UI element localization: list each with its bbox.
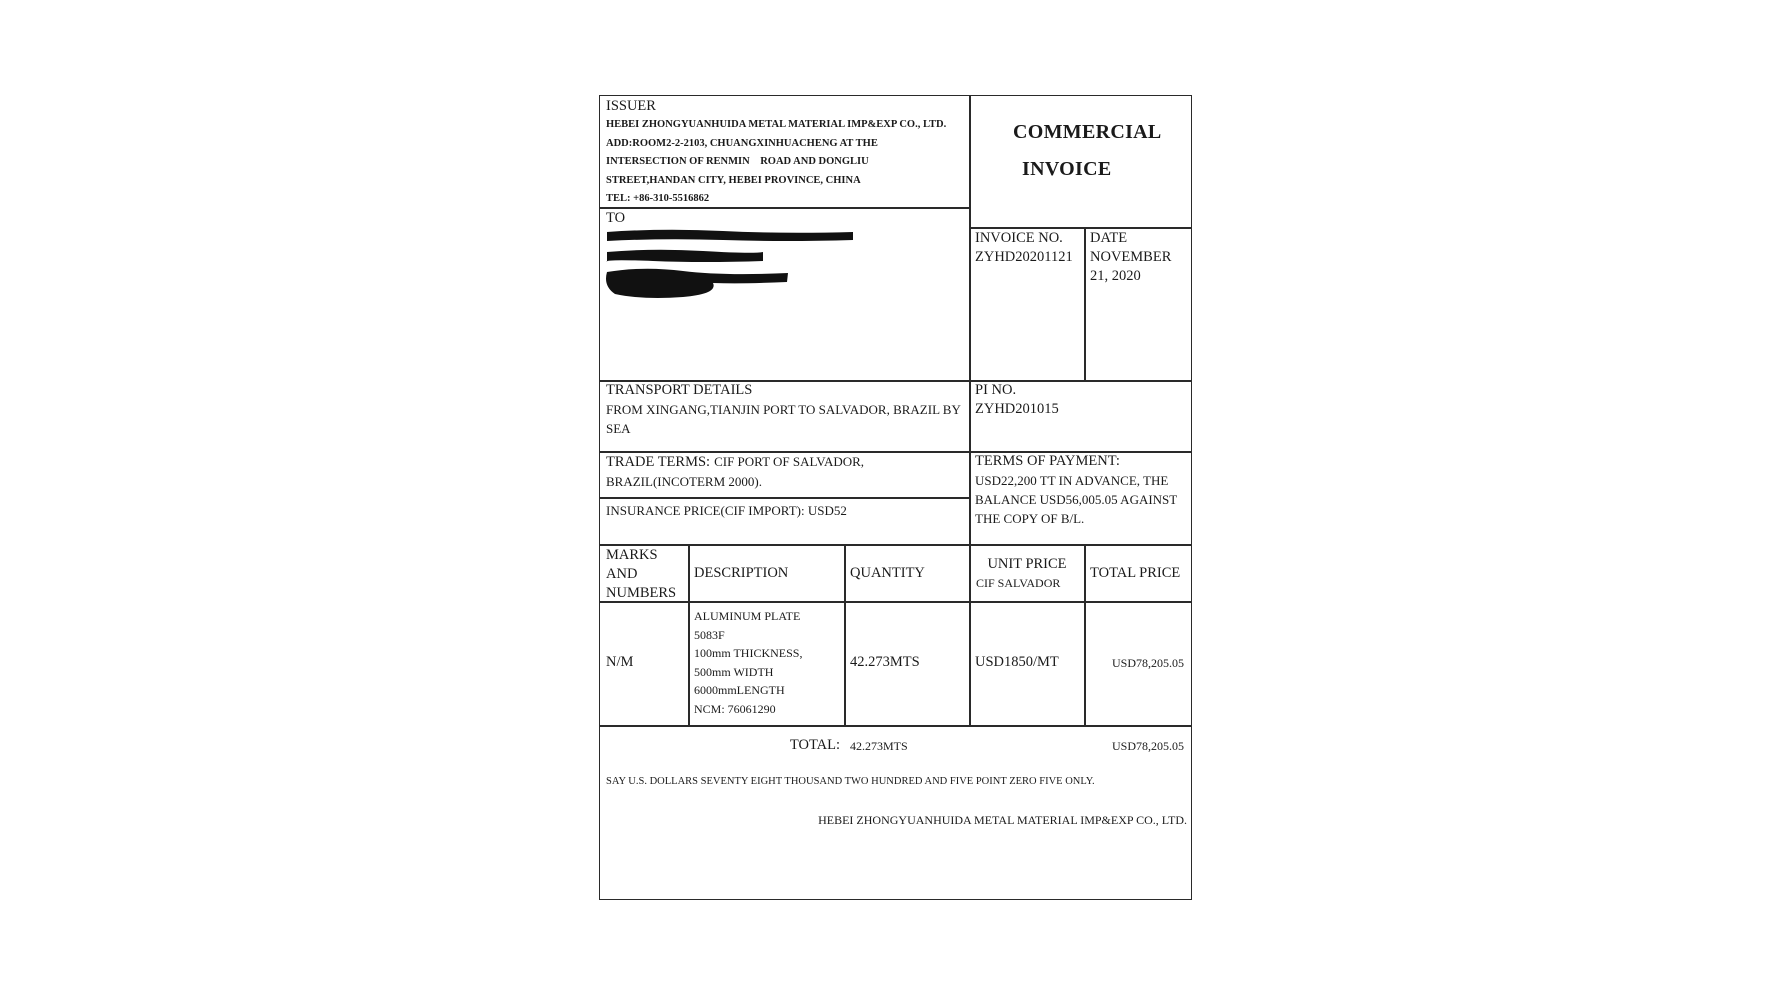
description-line: NCM: 76061290 xyxy=(694,701,776,716)
insurance-section xyxy=(606,501,966,520)
commercial-invoice-document xyxy=(599,95,1192,900)
total-label-text: TOTAL: xyxy=(789,737,840,753)
header-total-price xyxy=(1090,564,1190,583)
issuer-line: STREET,HANDAN CITY, HEBEI PROVINCE, CHINA xyxy=(606,174,861,186)
issuer-label: ISSUER xyxy=(606,98,656,114)
total-label xyxy=(740,736,840,755)
transport-section xyxy=(606,381,966,438)
header-marks-and-numbers xyxy=(606,546,686,603)
issuer-section xyxy=(606,96,966,209)
invoice-no-value: ZYHD20201121 xyxy=(975,249,1073,265)
header-description-text: DESCRIPTION xyxy=(694,565,789,581)
description-line: 6000mmLENGTH xyxy=(694,683,785,697)
total-quantity-text: 42.273MTS xyxy=(850,739,908,753)
header-total-price-text: TOTAL PRICE xyxy=(1090,565,1181,581)
amount-in-words xyxy=(606,774,1186,790)
payment-line-3: THE COPY OF B/L. xyxy=(975,511,1085,526)
transport-line-1: FROM XINGANG,TIANJIN PORT TO SALVADOR, BRAZIL BY xyxy=(606,402,961,417)
trade-terms-value-1: CIF PORT OF SALVADOR, xyxy=(714,454,865,469)
issuer-address xyxy=(606,116,966,209)
header-unit-price-text: UNIT PRICE xyxy=(987,556,1067,572)
row-marks xyxy=(606,653,686,672)
issuer-line: TEL: +86-310-5516862 xyxy=(606,193,710,204)
header-quantity xyxy=(850,564,968,583)
divider-col-unit-price xyxy=(1084,544,1086,725)
header-description xyxy=(694,564,842,583)
issuer-line: INTERSECTION OF RENMIN ROAD AND DONGLIU xyxy=(606,156,869,167)
invoice-no-section xyxy=(975,229,1083,267)
trade-terms-value-2: BRAZIL(INCOTERM 2000). xyxy=(606,474,762,489)
to-label: TO xyxy=(606,210,626,226)
pi-section xyxy=(975,381,1185,419)
invoice-title-line-2: INVOICE xyxy=(1022,158,1112,180)
date-value-line-2: 21, 2020 xyxy=(1090,268,1141,284)
description-line: 100mm THICKNESS, xyxy=(694,646,803,660)
divider-trade-insurance xyxy=(600,497,969,499)
payment-section xyxy=(975,452,1187,528)
header-marks-line-2: AND xyxy=(606,566,638,582)
header-marks-line-3: NUMBERS xyxy=(606,585,677,601)
divider-invoice-date xyxy=(1084,227,1086,380)
row-total-price-text: USD78,205.05 xyxy=(1111,656,1184,670)
divider-table-bottom xyxy=(600,725,1191,727)
payment-line-1: USD22,200 TT IN ADVANCE, THE xyxy=(975,473,1169,488)
pi-value: ZYHD201015 xyxy=(975,401,1059,417)
row-unit-price xyxy=(975,653,1083,672)
divider-col-marks xyxy=(688,544,690,725)
description-line: 500mm WIDTH xyxy=(694,664,774,679)
description-line: ALUMINUM PLATE xyxy=(694,609,801,623)
row-total-price xyxy=(1086,654,1184,673)
description-line: 5083F xyxy=(694,627,725,642)
trade-terms-section xyxy=(606,452,966,491)
amount-in-words-text: SAY U.S. DOLLARS SEVENTY EIGHT THOUSAND TWO HUNDRED AND FIVE POINT ZERO FIVE ONLY. xyxy=(606,776,1095,787)
header-quantity-text: QUANTITY xyxy=(850,565,925,581)
divider-col-description xyxy=(844,544,846,725)
row-quantity xyxy=(850,653,968,672)
total-amount xyxy=(1086,737,1184,756)
transport-line-2: SEA xyxy=(606,421,631,436)
insurance-text: INSURANCE PRICE(CIF IMPORT): USD52 xyxy=(606,503,847,518)
header-marks-line-1: MARKS xyxy=(606,547,658,563)
signing-company-text: HEBEI ZHONGYUANHUIDA METAL MATERIAL IMP&EXP CO., LTD. xyxy=(818,813,1187,827)
payment-line-2: BALANCE USD56,005.05 AGAINST xyxy=(975,492,1178,507)
pi-label: PI NO. xyxy=(975,382,1017,398)
signing-company xyxy=(750,811,1187,830)
invoice-no-label: INVOICE NO. xyxy=(975,230,1063,246)
header-unit-price xyxy=(971,555,1083,593)
redacted-recipient-block xyxy=(603,226,863,306)
row-unit-price-text: USD1850/MT xyxy=(975,654,1059,670)
total-amount-text: USD78,205.05 xyxy=(1111,739,1184,753)
issuer-line: HEBEI ZHONGYUANHUIDA METAL MATERIAL IMP&EXP CO., LTD. xyxy=(606,119,947,130)
trade-terms-label: TRADE TERMS: xyxy=(606,454,711,470)
date-value-line-1: NOVEMBER xyxy=(1090,249,1172,265)
row-quantity-text: 42.273MTS xyxy=(850,654,920,670)
row-marks-text: N/M xyxy=(606,654,634,670)
payment-label: TERMS OF PAYMENT: xyxy=(975,453,1120,469)
date-label: DATE xyxy=(1090,230,1128,246)
transport-label: TRANSPORT DETAILS xyxy=(606,382,753,398)
total-quantity xyxy=(850,737,968,756)
row-description xyxy=(694,607,842,718)
invoice-title-line-1: COMMERCIAL xyxy=(1013,121,1162,143)
date-section xyxy=(1090,229,1190,286)
issuer-line: ADD:ROOM2-2-2103, CHUANGXINHUACHENG AT THE xyxy=(606,137,878,149)
header-unit-price-subtext: CIF SALVADOR xyxy=(976,576,1061,590)
